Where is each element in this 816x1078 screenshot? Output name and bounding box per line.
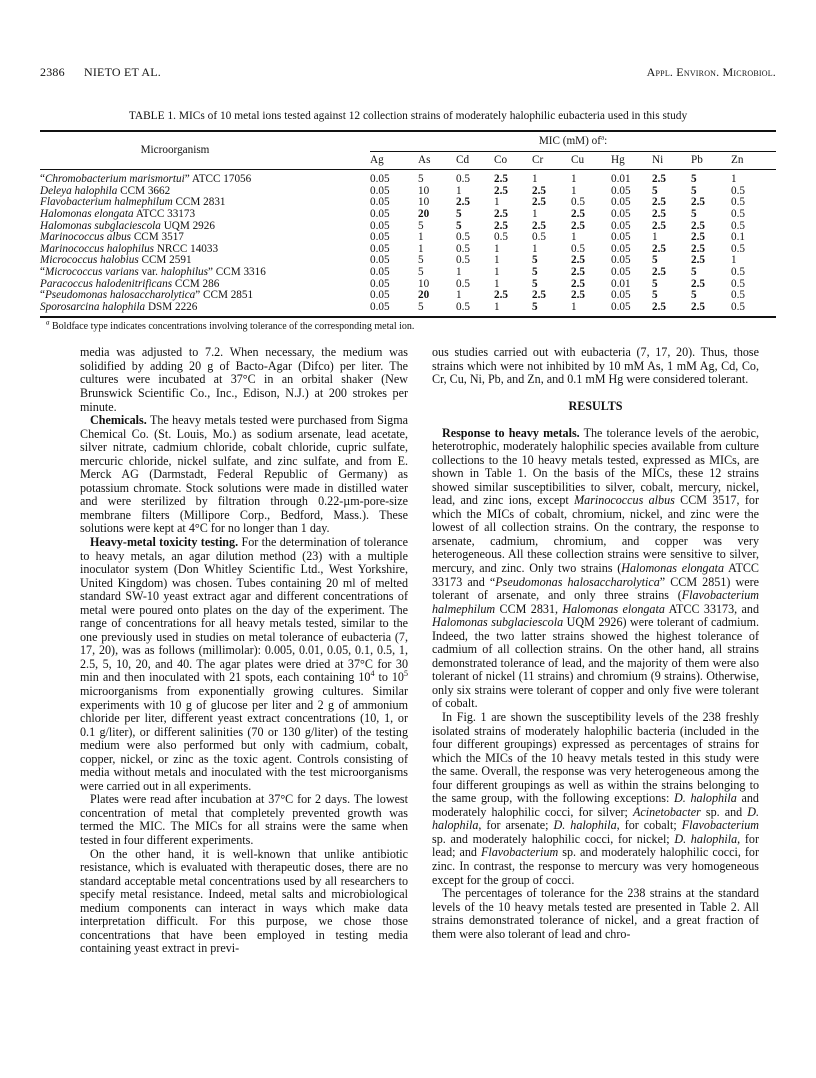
mic-value-ni: 2.5 <box>652 219 666 232</box>
mic-value-ag: 0.05 <box>370 277 390 290</box>
text-run: CCM 2831, <box>495 601 563 616</box>
italic-text: D. halophila <box>674 791 737 806</box>
mic-value-ni: 5 <box>652 289 658 302</box>
running-head-authors: NIETO ET AL. <box>84 65 161 79</box>
mic-value-cr: 1 <box>532 242 538 255</box>
mic-value-hg: 0.05 <box>611 265 631 278</box>
mic-value-co: 2.5 <box>494 207 508 220</box>
mic-value-cr: 5 <box>532 277 538 290</box>
text-run: In Fig. 1 are shown the susceptibility levels of the 238 freshly isolated strains of moderately halophilic bacteria (included in the four different groupings) expressed as percentages of strains for which the MICs of the 10 heavy metals tested in this study were the same. Overall, the response was very heterogeneous among the four different groupings as well as within the strains belonging to the same group, with the following exceptions: <box>432 709 759 806</box>
mic-value-pb: 5 <box>691 173 697 186</box>
text-run: microorganisms from exponentially growing cultures. Similar experiments with 10 g of glucose per liter and 2 g of ammonium chloride per liter, different yeast extract concentrations (10, 1, or 0.1 g/liter), or different salinities (70 or 130 g/liter) of the testing medium were also performed but only with cadmium, cobalt, copper, nickel, or zinc as the toxic agent. Controls consisting of media without metals and inoculated with the test microorganisms were carried out in all experiments. <box>80 683 408 793</box>
text-run: var. <box>138 265 161 278</box>
text-run: sp. and moderately halophilic cocci, for zinc. In contrast, the response to mercury was very homogeneous except for the group of cocci. <box>432 845 759 887</box>
paragraph <box>80 848 408 956</box>
mic-value-pb: 5 <box>691 184 697 197</box>
mic-value-ni: 1 <box>652 231 658 244</box>
paragraph <box>80 346 408 414</box>
mic-value-pb: 5 <box>691 289 697 302</box>
mic-value-cd: 0.5 <box>456 254 470 267</box>
mic-value-ag: 0.05 <box>370 254 390 267</box>
mic-value-ni: 2.5 <box>652 265 666 278</box>
right-column <box>432 346 759 941</box>
italic-text: Paracoccus halodenitrificans <box>40 277 173 290</box>
italic-text: D. halophila <box>553 818 617 833</box>
italic-text: Acinetobacter <box>632 804 701 819</box>
mic-value-ag: 0.05 <box>370 242 390 255</box>
mic-value-cd: 0.5 <box>456 302 494 318</box>
mic-value-zn: 0.1 <box>731 231 745 244</box>
mic-value-cr: 1 <box>532 173 538 186</box>
mic-table <box>40 130 776 318</box>
mic-value-ni: 5 <box>652 277 658 290</box>
italic-text: Sporosarcina halophila <box>40 300 146 313</box>
italic-text: Micrococcus varians <box>44 265 139 278</box>
run-in-heading: Chemicals. <box>90 413 147 428</box>
mic-value-ag: 0.05 <box>370 184 390 197</box>
italic-text: Chromobacterium marismortui <box>44 173 185 186</box>
mic-value-as: 5 <box>418 219 424 232</box>
mic-value-cd: 0.5 <box>456 242 470 255</box>
text-run: CCM 3662 <box>117 184 171 197</box>
mic-value-hg: 0.05 <box>611 231 631 244</box>
mic-value-as: 1 <box>418 231 424 244</box>
superscript: 4 <box>370 669 375 679</box>
mic-value-ag: 0.05 <box>370 219 390 232</box>
mic-value-hg: 0.01 <box>611 277 631 290</box>
italic-text: Flavobacterium <box>481 845 559 860</box>
mic-value-hg: 0.05 <box>611 219 631 232</box>
text-run: CCM 3517 <box>131 231 184 244</box>
text-run: DSM 2226 <box>145 300 198 313</box>
mic-value-cd: 1 <box>456 289 462 302</box>
table-caption: TABLE 1. MICs of 10 metal ions tested against 12 collection strains of moderately halophilic eubacteria used in this study <box>128 110 688 122</box>
mic-value-as: 5 <box>418 265 424 278</box>
strain-name <box>40 170 370 186</box>
text-columns <box>80 346 776 956</box>
mic-value-cr: 5 <box>532 254 538 267</box>
mic-value-hg: 0.05 <box>611 242 631 255</box>
column-header-ag: Ag <box>370 151 418 170</box>
text-run: , for cobalt; <box>616 818 682 833</box>
mic-value-ni: 2.5 <box>652 173 666 186</box>
mic-value-hg: 0.05 <box>611 184 631 197</box>
mic-value-as: 5 <box>418 254 424 267</box>
italic-text: Pseudomonas halosaccharolytica <box>495 574 660 589</box>
mic-value-ag: 0.05 <box>370 207 390 220</box>
column-header-as: As <box>418 151 456 170</box>
mic-value-zn: 0.5 <box>731 184 745 197</box>
mic-value-cd: 5 <box>456 207 462 220</box>
mic-value-pb: 2.5 <box>691 254 705 267</box>
superscript: 5 <box>403 669 408 679</box>
footnote-text: Boldface type indicates concentrations involving tolerance of the corresponding metal ion. <box>49 321 415 333</box>
paragraph <box>432 346 759 387</box>
column-header-hg: Hg <box>611 151 652 170</box>
text-run: ” CCM 2851) were tolerant of arsenate, and only three strains ( <box>432 574 759 603</box>
mic-value-cd: 1 <box>456 184 462 197</box>
section-heading-results: RESULTS <box>568 398 623 413</box>
mic-value-cu: 0.5 <box>571 242 585 255</box>
mic-value-cu: 2.5 <box>571 265 585 278</box>
mic-value-co: 2.5 <box>494 219 508 232</box>
italic-text: Marinococcus halophilus <box>40 242 155 255</box>
paragraph <box>432 427 759 711</box>
italic-text: Halomonas subglaciescola <box>432 615 564 630</box>
mic-value-pb: 2.5 <box>691 277 705 290</box>
italic-text: halophilus <box>160 265 209 278</box>
text-run: ATCC 33173, and <box>664 601 759 616</box>
mic-value-cu: 0.5 <box>571 196 585 209</box>
mic-value-co: 1 <box>494 254 500 267</box>
column-header-cr: Cr <box>532 151 571 170</box>
mic-value-hg: 0.05 <box>611 302 652 318</box>
mic-value-as: 10 <box>418 196 430 209</box>
mic-value-pb: 2.5 <box>691 219 705 232</box>
mic-value-zn: 0.5 <box>731 302 776 318</box>
column-header-ni: Ni <box>652 151 691 170</box>
mic-value-co: 1 <box>494 302 532 318</box>
column-header-zn: Zn <box>731 151 776 170</box>
mic-value-hg: 0.05 <box>611 289 631 302</box>
mic-value-cu: 1 <box>571 184 577 197</box>
text-run: UQM 2926 <box>160 219 215 232</box>
column-header-mic <box>370 131 776 151</box>
mic-value-cu: 2.5 <box>571 207 585 220</box>
text-run: and moderately halophilic cocci, for silver; <box>432 791 759 819</box>
paragraph <box>80 793 408 847</box>
mic-value-cu: 2.5 <box>571 289 585 302</box>
mic-value-as: 1 <box>418 242 424 255</box>
strain-name <box>40 302 370 318</box>
italic-text: Flavobacterium halmephilum <box>40 196 173 209</box>
mic-value-co: 0.5 <box>494 231 508 244</box>
column-header-co: Co <box>494 151 532 170</box>
mic-value-as: 5 <box>418 302 456 318</box>
paragraph <box>80 536 408 793</box>
mic-value-zn: 1 <box>731 254 737 267</box>
mic-header-suffix: : <box>604 135 608 147</box>
text-run: “ <box>40 289 45 302</box>
italic-text: Flavobacterium halmephilum <box>432 588 759 616</box>
mic-value-cd: 2.5 <box>456 196 470 209</box>
mic-value-as: 10 <box>418 184 430 197</box>
paragraph <box>80 414 408 536</box>
mic-value-zn: 0.5 <box>731 207 745 220</box>
mic-value-hg: 0.05 <box>611 196 631 209</box>
column-header-cu: Cu <box>571 151 611 170</box>
run-in-heading: Heavy-metal toxicity testing. <box>90 534 239 549</box>
text-run: CCM 2591 <box>138 254 192 267</box>
mic-value-cu: 1 <box>571 231 577 244</box>
page-number: 2386 <box>40 65 65 79</box>
mic-value-pb: 2.5 <box>691 231 705 244</box>
mic-value-ag: 0.05 <box>370 302 418 318</box>
mic-value-zn: 0.5 <box>731 289 745 302</box>
mic-value-zn: 0.5 <box>731 196 745 209</box>
mic-value-cd: 1 <box>456 265 462 278</box>
mic-value-cr: 2.5 <box>532 184 546 197</box>
mic-value-cu: 1 <box>571 302 611 318</box>
italic-text: D. halophila <box>432 804 759 833</box>
text-run: ” CCM 3316 <box>208 265 266 278</box>
mic-value-cu: 2.5 <box>571 277 585 290</box>
page-body <box>40 130 776 956</box>
text-run: to 10 <box>374 670 404 685</box>
italic-text: Pseudomonas halosaccharolytica <box>44 289 196 302</box>
mic-value-as: 20 <box>418 289 430 302</box>
mic-value-co: 2.5 <box>494 184 508 197</box>
mic-value-co: 1 <box>494 242 500 255</box>
mic-value-ni: 2.5 <box>652 207 666 220</box>
mic-value-cu: 1 <box>571 173 577 186</box>
mic-value-co: 2.5 <box>494 289 508 302</box>
mic-value-hg: 0.05 <box>611 207 631 220</box>
footnote-mark: a <box>46 318 50 327</box>
text-run: sp. and moderately halophilic cocci, for nickel; <box>432 831 675 846</box>
footnote-mark: a <box>600 133 605 142</box>
run-in-heading: Response to heavy metals. <box>442 425 580 440</box>
text-run: CCM 3517, for which the MICs of cobalt, chromium, nickel, and zinc were the lowest of all collection strains. On the contrary, the response to arsenate, cadmium, chromium, and copper was very heterogeneous. All these collection strains were sensitive to silver, mercury, and zinc. Only two strains ( <box>432 493 759 575</box>
italic-text: Halomonas elongata <box>621 560 725 575</box>
text-run: The tolerance levels of the aerobic, heterotrophic, moderately halophilic species available from culture collections to the 10 heavy metals tested, expressed as MICs, are shown in Table 1. On the basis of the MICs, these 12 strains showed similar susceptibilities to silver, cobalt, mercury, nickel, lead, and zinc ions, except <box>432 425 760 508</box>
mic-value-as: 5 <box>418 173 424 186</box>
mic-value-ag: 0.05 <box>370 265 390 278</box>
mic-header-label: MIC (mM) of <box>538 135 601 147</box>
mic-value-zn: 0.5 <box>731 265 745 278</box>
text-run: CCM 2831 <box>172 196 226 209</box>
mic-value-cr: 2.5 <box>532 196 546 209</box>
mic-value-ni: 2.5 <box>652 242 666 255</box>
mic-value-zn: 0.5 <box>731 277 745 290</box>
mic-value-ag: 0.05 <box>370 231 390 244</box>
text-run: CCM 286 <box>172 277 220 290</box>
column-header-pb: Pb <box>691 151 731 170</box>
mic-value-cr: 1 <box>532 207 538 220</box>
mic-value-co: 1 <box>494 265 500 278</box>
mic-value-cu: 2.5 <box>571 219 585 232</box>
text-run: On the other hand, it is well-known that unlike antibiotic resistance, which is evaluated with therapeutic doses, there are no standard acceptable metal concentrations used by all researchers to specify metal resistance. Indeed, metal salts and microbiological medium components can interact in ways which make data interpretation difficult. For this purpose, we chose those concentrations that have been employed in testing media containing yeast extract in previ- <box>80 846 408 956</box>
text-run: ATCC 33173 <box>133 207 196 220</box>
text-run: “ <box>40 265 45 278</box>
mic-value-as: 20 <box>418 207 430 220</box>
mic-value-ni: 5 <box>652 184 658 197</box>
left-column <box>80 346 408 956</box>
mic-value-cr: 5 <box>532 302 571 318</box>
mic-value-cd: 0.5 <box>456 173 470 186</box>
mic-value-cr: 0.5 <box>532 231 546 244</box>
mic-value-cu: 2.5 <box>571 254 585 267</box>
mic-value-ag: 0.05 <box>370 196 390 209</box>
mic-value-zn: 1 <box>731 173 737 186</box>
mic-value-pb: 2.5 <box>691 196 705 209</box>
column-header-cd: Cd <box>456 151 494 170</box>
text-run: The percentages of tolerance for the 238 strains at the standard levels of the 10 heavy metals tested are presented in Table 2. All strains demonstrated tolerance of nickel, and a great fraction of them were also tolerant of lead and chro- <box>432 886 759 941</box>
italic-text: Marinococcus albus <box>40 231 132 244</box>
mic-value-pb: 5 <box>691 265 697 278</box>
table-footnote <box>46 318 776 333</box>
mic-value-ag: 0.05 <box>370 289 390 302</box>
mic-value-pb: 5 <box>691 207 697 220</box>
text-run: media was adjusted to 7.2. When necessary, the medium was solidified by adding 20 g of Bacto-Agar (Difco) per liter. The cultures were incubated at 37°C in an orbital shaker (New Brunswick Scientific Co., Inc., Edison, N.J.) at 200 strokes per minute. <box>80 345 408 414</box>
paragraph <box>432 887 759 941</box>
text-run: , for lead; and <box>432 831 759 860</box>
mic-value-pb: 2.5 <box>691 242 705 255</box>
mic-value-hg: 0.05 <box>611 254 631 267</box>
italic-text: Halomonas subglaciescola <box>40 219 161 232</box>
mic-value-ag: 0.05 <box>370 173 390 186</box>
mic-value-cr: 2.5 <box>532 219 546 232</box>
text-run: ” CCM 2851 <box>195 289 254 302</box>
mic-value-zn: 0.5 <box>731 219 745 232</box>
mic-value-co: 1 <box>494 196 500 209</box>
text-run: “ <box>40 173 45 186</box>
table-row <box>40 170 776 186</box>
italic-text: Flavobacterium <box>681 818 759 833</box>
text-run: ” ATCC 17056 <box>184 173 252 186</box>
text-run: UQM 2926) were tolerant of cadmium. Indeed, the two latter strains showed the highest tolerance of cadmium of all collection strains. On the other hand, all strains demonstrated tolerance of lead, and the majority of them were also tolerant of nickel (11 strains) and chromium (9 strains). Otherwise, only six strains were tolerant of copper and only five were tolerant of cobalt. <box>432 615 759 711</box>
table-row <box>40 302 776 318</box>
mic-value-cd: 5 <box>456 219 462 232</box>
mic-value-ni: 2.5 <box>652 196 666 209</box>
mic-value-zn: 0.5 <box>731 242 745 255</box>
mic-value-cd: 0.5 <box>456 231 470 244</box>
italic-text: Deleya halophila <box>40 184 118 197</box>
mic-value-cr: 2.5 <box>532 289 546 302</box>
mic-value-ni: 2.5 <box>652 302 691 318</box>
text-run: ous studies carried out with eubacteria (7, 17, 20). Thus, those strains which were not inhibited by 10 mM As, 1 mM Ag, Cd, Co, Cr, Cu, Ni, Pb, and Zn, and 0.1 mM Hg were considered tolerant. <box>432 345 759 387</box>
mic-value-hg: 0.01 <box>611 173 631 186</box>
text-run: sp. and <box>700 804 748 819</box>
text-run: For the determination of tolerance to heavy metals, an agar dilution method (23) with a multiple inoculator system (Don Whitley Scientific Ltd., West Yorkshire, United Kingdom) was chosen. Tubes containing 20 ml of melted standard SW-10 yeast extract agar and different concentrations of metal were poured onto plates on the day of the experiment. The range of concentrations for all heavy metals tested, similar to the one previously used in studies on metal tolerance of eubacteria (7, 17, 20), was as follows (millimolar): 0.005, 0.01, 0.05, 0.1, 0.5, 1, 2.5, 5, 10, 20, and 40. The agar plates were dried at 37°C for 30 min and then inoculated with 21 spots, each containing 10 <box>80 534 409 685</box>
text-run: The heavy metals tested were purchased from Sigma Chemical Co. (St. Louis, Mo.) as sodium arsenate, lead acetate, silver nitrate, cadmium chloride, cobalt chloride, cupric sulfate, mercuric chloride, nickel sulfate, and zinc sulfate, and from E. Merck AG (Darmstadt, Federal Republic of Germany) as potassium chromate. Stock solutions were made in distilled water and were sterilized by filtration through 0.22-µm-pore-size membrane filters (Millipore Corp., Bedford, Mass.). These solutions were kept at 4°C for no longer than 1 day. <box>80 413 408 536</box>
italic-text: Marinococcus albus <box>574 493 675 508</box>
italic-text: Micrococcus halobius <box>40 254 139 267</box>
mic-value-cr: 5 <box>532 265 538 278</box>
mic-value-ni: 5 <box>652 254 658 267</box>
mic-value-as: 10 <box>418 277 430 290</box>
paragraph <box>432 711 759 887</box>
italic-text: Halomonas elongata <box>562 601 665 616</box>
text-run: ATCC 33173 and “ <box>432 560 759 589</box>
text-run: NRCC 14033 <box>154 242 219 255</box>
italic-text: Halomonas elongata <box>40 207 134 220</box>
text-run: Plates were read after incubation at 37°C for 2 days. The lowest concentration of metal that completely prevented growth was termed the MIC. The MICs for all strains were the same when tested in four different experiments. <box>80 792 408 847</box>
mic-value-cd: 0.5 <box>456 277 470 290</box>
running-head-journal: Appl. Environ. Microbiol. <box>646 65 776 79</box>
italic-text: D. halophila <box>674 831 738 846</box>
text-run: , for arsenate; <box>478 818 554 833</box>
mic-value-co: 1 <box>494 277 500 290</box>
mic-value-co: 2.5 <box>494 173 508 186</box>
column-header-microorganism: Microorganism <box>40 131 370 170</box>
mic-value-pb: 2.5 <box>691 302 731 318</box>
